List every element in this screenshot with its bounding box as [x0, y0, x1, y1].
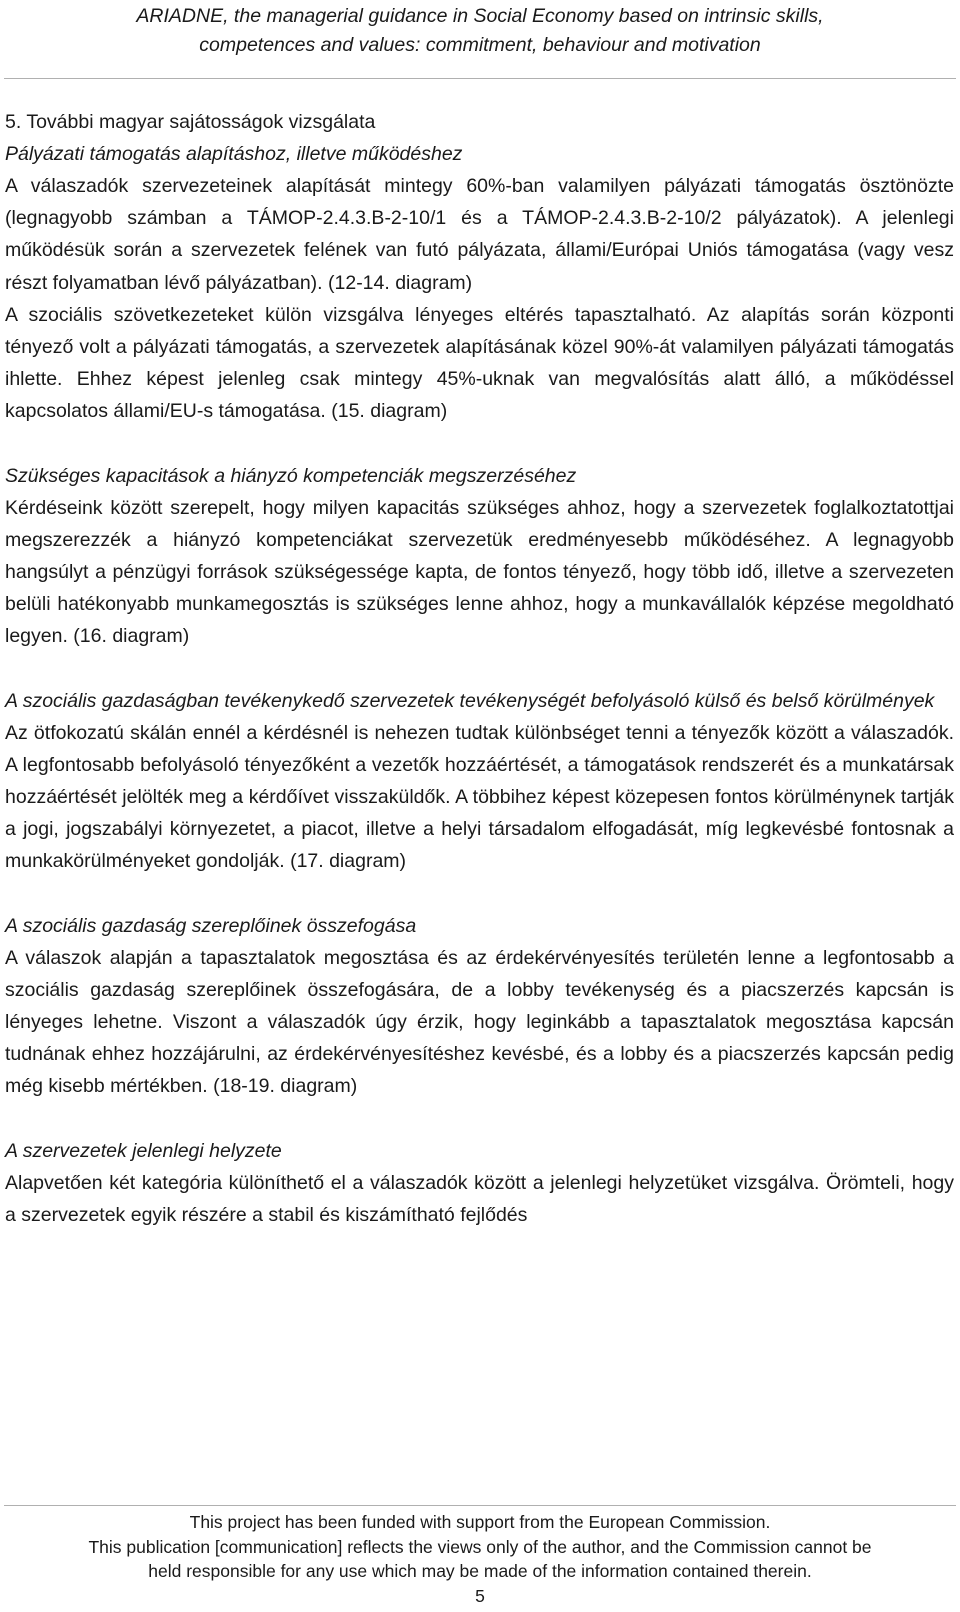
page-footer — [0, 1510, 960, 1608]
paragraph-circumstances: Az ötfokozatú skálán ennél a kérdésnél is nehezen tudtak különbséget tenni a tényezők között a válaszadók. A legfontosabb befolyásoló tényezőként a vezetők hozzáértését, a támogatások rendszerét és a munkatársak hozzáértését jelölték meg a kérdőívet visszaküldők. A többihez képest közepesen fontos körülménynek tartják a jogi, jogszabályi környezetet, a piacot, illetve a helyi társadalom elfogadását, míg legkevésbé fontosnak a munkakörülményeket gondolják. (17. diagram) — [5, 721, 954, 873]
paragraph-capacities: Kérdéseink között szerepelt, hogy milyen kapacitás szükséges ahhoz, hogy a szervezetek foglalkoztatottjai megszerezzék a hiányzó kompetenciákat szervezetük eredményesebb működéséhez. A legnagyobb hangsúlyt a pénzügyi források szükségessége kapta, de fontos tényező, hogy több idő, illetve a szervezeten belüli hatékonyabb munkamegosztás is szükséges lenne ahhoz, hogy a munkavállalók képzése megoldható legyen. (16. diagram) — [5, 496, 954, 648]
subheading-circumstances: A szociális gazdaságban tevékenykedő szervezetek tevékenységét befolyásoló külső és belső körülmények — [5, 689, 935, 712]
document-body — [5, 106, 954, 1231]
footer-divider — [4, 1505, 956, 1506]
subheading-current-situation: A szervezetek jelenlegi helyzete — [5, 1139, 282, 1162]
footer-line-3: held responsible for any use which may be made of the information contained therein. — [148, 1561, 812, 1581]
header-line-1: ARIADNE, the managerial guidance in Social Economy based on intrinsic skills, — [136, 5, 824, 27]
subheading-capacities: Szükséges kapacitások a hiányzó kompetenciák megszerzéséhez — [5, 464, 577, 487]
header-divider — [4, 78, 956, 79]
paragraph-current-situation: Alapvetően két kategória különíthető el a válaszadók között a jelenlegi helyzetüket vizsgálva. Örömteli, hogy a szervezetek egyik részére a stabil és kiszámítható fejlődés — [5, 1171, 954, 1226]
paragraph-cooperation: A válaszok alapján a tapasztalatok megosztása és az érdekérvényesítés területén lenne a legfontosabb a szociális gazdaság szereplőinek összefogására, de a lobby tevékenység és a piacszerzés kapcsán is lényeges lehetne. Viszont a válaszadók úgy érzik, hogy leginkább a tapasztalatok megosztása kapcsán tudnának ehhez hozzájárulni, az érdekérvényesítéshez kevésbé, és a lobby és a piacszerzés kapcsán pedig még kisebb mértékben. (18-19. diagram) — [5, 946, 954, 1098]
subheading-funding: Pályázati támogatás alapításhoz, illetve működéshez — [5, 143, 463, 165]
running-header — [0, 0, 960, 80]
section-title: 5. További magyar sajátosságok vizsgálata — [5, 111, 376, 133]
footer-line-1: This project has been funded with support from the European Commission. — [189, 1512, 771, 1532]
paragraph-funding-1: A válaszadók szervezeteinek alapítását mintegy 60%-ban valamilyen pályázati támogatás ösztönözte (legnagyobb számban a TÁMOP-2.4.3.B-2-10/1 és a TÁMOP-2.4.3.B-2-10/2 pályázatok). A jelenlegi működésük során a szervezetek felének van futó pályázata, állami/Európai Uniós támogatása (vagy vesz részt folyamatban lévő pályázatban). (12-14. diagram) — [5, 175, 954, 294]
footer-line-2: This publication [communication] reflects the views only of the author, and the Commission cannot be — [88, 1536, 872, 1557]
paragraph-funding-2: A szociális szövetkezeteket külön vizsgálva lényeges eltérés tapasztalható. Az alapítás során központi tényező volt a pályázati támogatás, a szervezetek alapításának közel 90%-át valamilyen pályázati támogatás ihlette. Ehhez képest jelenleg csak mintegy 45%-uknak van megvalósítás alatt álló, a működéssel kapcsolatos állami/EU-s támogatása. (15. diagram) — [5, 303, 954, 423]
header-line-2: competences and values: commitment, behaviour and motivation — [199, 34, 761, 56]
subheading-cooperation: A szociális gazdaság szereplőinek összefogása — [5, 914, 417, 937]
page-number: 5 — [475, 1585, 485, 1606]
